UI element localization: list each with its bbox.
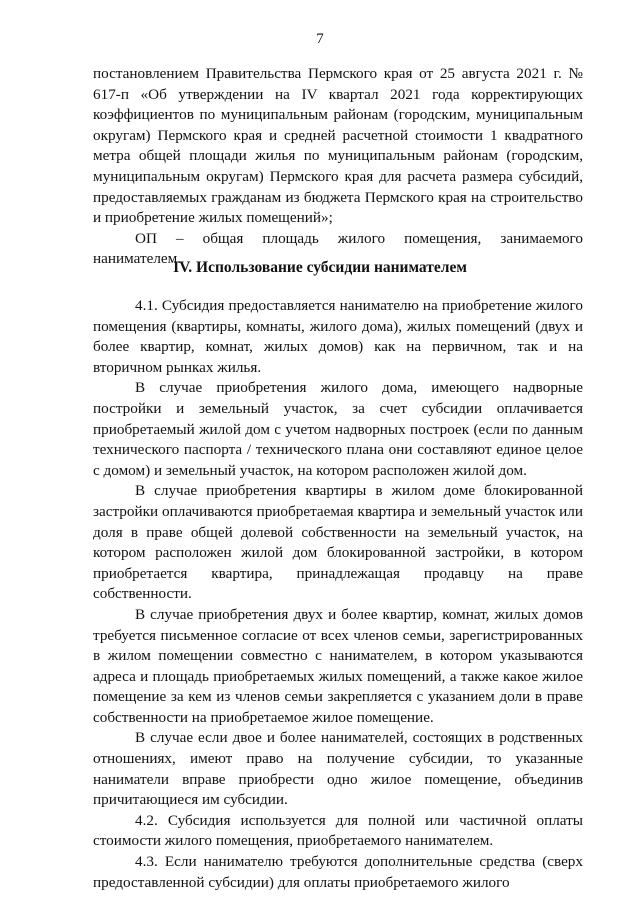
paragraph-multiple-premises: В случае приобретения двух и более квартир, комнат, жилых домов требуется письменное согласие от всех членов семьи, зарегистрированных в жилом помещении совместно с нанимателем, в котором указываются адреса и площадь приобретаемых жилых помещений, а также какое жилое помещение за кем из членов семьи закрепляется с указанием доли в праве собственности на приобретаемое жилое помещение. bbox=[93, 605, 583, 726]
section-body bbox=[93, 296, 583, 893]
paragraph-4-1: 4.1. Субсидия предоставляется нанимателю на приобретение жилого помещения (квартиры, комнаты, жилого дома), жилых помещений (двух и более квартир, комнат, жилых домов) как на первичном, так и на вторичном рынках жилья. bbox=[93, 297, 583, 376]
paragraph-4-3: 4.3. Если нанимателю требуются дополнительные средства (сверх предоставленной субсидии) для оплаты приобретаемого жилого bbox=[93, 853, 583, 891]
definition-op: ОП – общая площадь жилого помещения, занимаемого нанимателем. bbox=[93, 229, 583, 268]
paragraph-house-purchase: В случае приобретения жилого дома, имеющего надворные постройки и земельный участок, за счет субсидии оплачивается приобретаемый жилой дом с учетом надворных построек (если по данным технического паспорта / технического плана они составляют единое целое с домом) и земельный участок, на котором расположен жилой дом. bbox=[93, 379, 583, 479]
intro-paragraph: постановлением Правительства Пермского края от 25 августа 2021 г. № 617-п «Об утверждении на IV квартал 2021 года корректирующих коэффициентов по муниципальным районам (городским, муниципальным округам) Пермского края и средней расчетной стоимости 1 квадратного метра общей площади жилья по муниципальным районам (городским, муниципальным округам) Пермского края для расчета размера субсидий, предоставляемых гражданам из бюджета Пермского края на строительство и приобретение жилых помещений»; bbox=[93, 65, 583, 227]
section-heading: IV. Использование субсидии нанимателем bbox=[173, 259, 467, 276]
paragraph-relatives: В случае если двое и более нанимателей, состоящих в родственных отношениях, имеют право на получение субсидии, то указанные наниматели вправе приобрести одно жилое помещение, объединив причитающиеся им субсидии. bbox=[93, 729, 583, 809]
page-number: 7 bbox=[316, 31, 324, 47]
intro-block bbox=[93, 64, 583, 270]
paragraph-4-2: 4.2. Субсидия используется для полной или частичной оплаты стоимости жилого помещения, приобретаемого нанимателем. bbox=[93, 811, 583, 850]
paragraph-blocked-building: В случае приобретения квартиры в жилом доме блокированной застройки оплачиваются приобретаемая квартира и земельный участок или доля в праве общей долевой собственности на земельный участок, на котором расположен жилой дом блокированной застройки, в котором приобретается квартира, принадлежащая продавцу на праве собственности. bbox=[93, 482, 583, 603]
